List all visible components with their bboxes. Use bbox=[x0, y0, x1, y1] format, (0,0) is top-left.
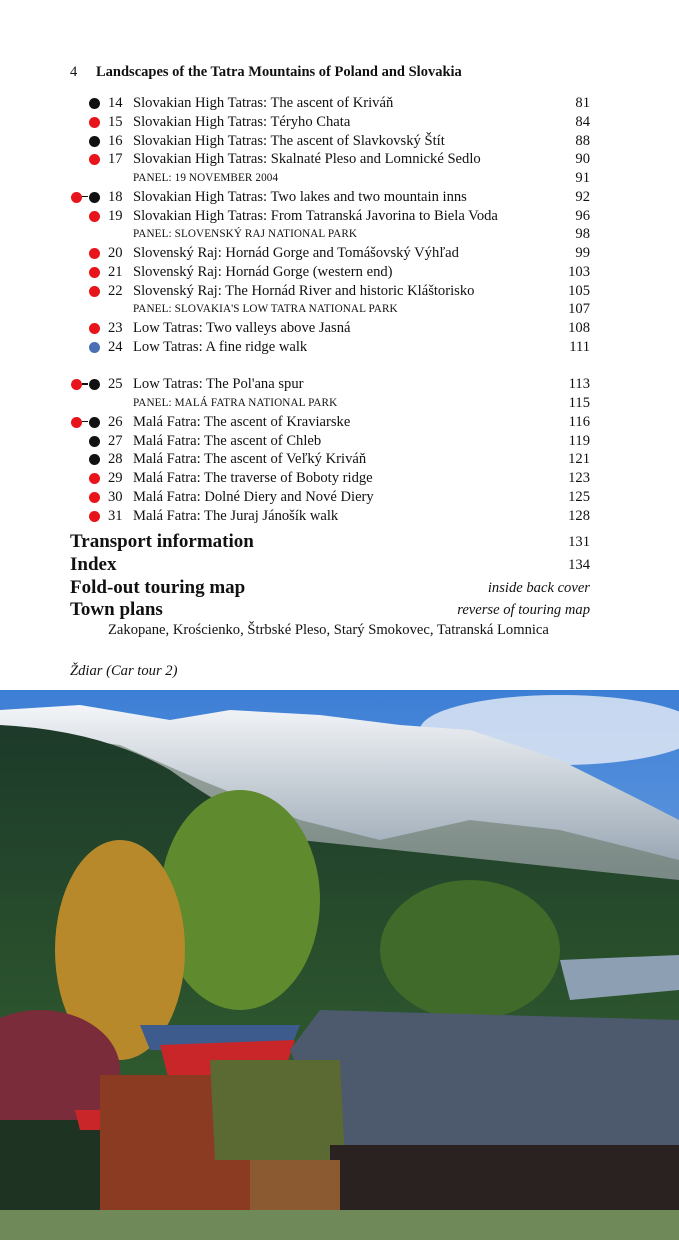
entry-title: Slovakian High Tatras: The ascent of Slavkovský Štít bbox=[133, 132, 445, 149]
entry-title: Slovakian High Tatras: Téryho Chata bbox=[133, 113, 351, 130]
dash-icon bbox=[82, 421, 88, 423]
walk-number: 17 bbox=[108, 151, 123, 168]
town-plans-list: Zakopane, Krościenko, Štrbské Pleso, Starý Smokovec, Tatranská Lomnica bbox=[108, 622, 549, 638]
entry-page: 111 bbox=[569, 338, 590, 355]
toc-walk-entry bbox=[0, 319, 679, 338]
entry-title: Slovakian High Tatras: Two lakes and two mountain inns bbox=[133, 188, 467, 205]
grade-markers bbox=[70, 286, 106, 298]
red-dot-icon bbox=[89, 117, 100, 128]
red-dot-icon bbox=[89, 323, 100, 334]
section-entry bbox=[70, 599, 590, 622]
entry-page: 116 bbox=[568, 413, 590, 430]
grade-markers bbox=[70, 117, 106, 129]
entry-page: 99 bbox=[575, 245, 590, 261]
grade-markers bbox=[70, 267, 106, 279]
walk-number: 18 bbox=[108, 188, 123, 205]
entry-page: 107 bbox=[568, 301, 590, 318]
toc-panel-entry bbox=[0, 394, 679, 413]
toc-walk-entry bbox=[0, 375, 679, 394]
dash-icon bbox=[82, 196, 88, 198]
toc-walk-entry bbox=[0, 94, 679, 113]
entry-title: Low Tatras: Two valleys above Jasná bbox=[133, 320, 351, 336]
toc-walk-entry bbox=[0, 188, 679, 207]
red-dot-icon bbox=[89, 492, 100, 503]
toc-walk-entry bbox=[0, 150, 679, 169]
grade-markers bbox=[70, 192, 106, 204]
entry-page: 91 bbox=[575, 170, 590, 186]
toc-panel-entry bbox=[0, 300, 679, 319]
entry-page: 121 bbox=[568, 451, 590, 468]
entry-page: 119 bbox=[568, 432, 590, 449]
red-dot-icon bbox=[89, 286, 100, 297]
grade-markers bbox=[70, 98, 106, 110]
grade-markers bbox=[70, 492, 106, 504]
black-dot-icon bbox=[89, 436, 100, 447]
entry-title: Malá Fatra: The traverse of Boboty ridge bbox=[133, 470, 373, 486]
entry-title: Slovenský Raj: Hornád Gorge (western end) bbox=[133, 263, 393, 280]
black-dot-icon bbox=[89, 98, 100, 109]
section-entry bbox=[70, 531, 590, 554]
grade-markers bbox=[70, 511, 106, 523]
walk-number: 29 bbox=[108, 470, 123, 486]
entry-page: 88 bbox=[575, 132, 590, 149]
grade-markers bbox=[70, 342, 106, 354]
walk-number: 22 bbox=[108, 282, 123, 299]
entry-title: Malá Fatra: The Juraj Jánošík walk bbox=[133, 507, 339, 524]
walk-number: 30 bbox=[108, 488, 123, 505]
black-dot-icon bbox=[89, 192, 100, 203]
entry-title: Malá Fatra: The ascent of Kraviarske bbox=[133, 413, 351, 430]
entry-title: PANEL: 19 NOVEMBER 2004 bbox=[133, 172, 279, 184]
walk-number: 15 bbox=[108, 113, 123, 130]
entry-title: Malá Fatra: The ascent of Chleb bbox=[133, 432, 322, 449]
entry-page: 105 bbox=[568, 282, 590, 299]
blue-dot-icon bbox=[89, 342, 100, 353]
toc-walk-entry bbox=[0, 113, 679, 132]
grade-markers bbox=[70, 154, 106, 166]
toc-walk-entry bbox=[0, 338, 679, 357]
entry-page: 123 bbox=[568, 470, 590, 486]
book-title: Landscapes of the Tatra Mountains of Poland and Slovakia bbox=[96, 64, 462, 80]
grade-markers bbox=[70, 436, 106, 448]
red-dot-icon bbox=[89, 154, 100, 165]
toc-panel-entry bbox=[0, 169, 679, 188]
table-of-contents bbox=[0, 94, 679, 525]
section-title: Fold-out touring map bbox=[70, 577, 246, 598]
entry-title: Low Tatras: The Pol'ana spur bbox=[133, 376, 304, 393]
toc-walk-entry bbox=[0, 263, 679, 282]
entry-page: 128 bbox=[568, 507, 590, 524]
toc-walk-entry bbox=[0, 507, 679, 526]
grade-markers bbox=[70, 211, 106, 223]
red-dot-icon bbox=[89, 248, 100, 259]
entry-title: Slovakian High Tatras: The ascent of Kriváň bbox=[133, 95, 394, 111]
section-entry bbox=[70, 577, 590, 600]
entry-title: Slovenský Raj: The Hornád River and historic Kláštorisko bbox=[133, 282, 475, 299]
grade-markers bbox=[70, 379, 106, 391]
walk-number: 25 bbox=[108, 376, 123, 393]
walk-number: 28 bbox=[108, 451, 123, 468]
toc-panel-entry bbox=[0, 225, 679, 244]
entry-page: 96 bbox=[575, 207, 590, 224]
entry-title: Slovenský Raj: Hornád Gorge and Tomášovský Výhľad bbox=[133, 245, 459, 261]
entry-page: 98 bbox=[575, 226, 590, 243]
black-dot-icon bbox=[89, 136, 100, 147]
entry-page: 103 bbox=[568, 263, 590, 280]
grade-markers bbox=[70, 136, 106, 148]
entry-title: PANEL: SLOVAKIA'S LOW TATRA NATIONAL PARK bbox=[133, 303, 398, 316]
walk-number: 21 bbox=[108, 263, 123, 280]
red-dot-icon bbox=[71, 192, 82, 203]
red-dot-icon bbox=[71, 379, 82, 390]
entry-title: PANEL: SLOVENSKÝ RAJ NATIONAL PARK bbox=[133, 228, 358, 241]
grade-markers bbox=[70, 417, 106, 429]
entry-title: Low Tatras: A fine ridge walk bbox=[133, 338, 308, 355]
red-dot-icon bbox=[89, 267, 100, 278]
entry-page: 125 bbox=[568, 488, 590, 505]
walk-number: 16 bbox=[108, 132, 123, 149]
black-dot-icon bbox=[89, 417, 100, 428]
entry-page: 115 bbox=[568, 395, 590, 411]
toc-walk-entry bbox=[0, 450, 679, 469]
entry-page: 90 bbox=[575, 151, 590, 168]
grade-markers bbox=[70, 248, 106, 260]
entry-page: 81 bbox=[575, 95, 590, 111]
toc-walk-entry bbox=[0, 469, 679, 488]
red-dot-icon bbox=[89, 211, 100, 222]
page-number: 4 bbox=[70, 64, 78, 80]
section-entry bbox=[70, 554, 590, 577]
dash-icon bbox=[82, 383, 88, 385]
toc-walk-entry bbox=[0, 244, 679, 263]
spacer bbox=[0, 357, 679, 376]
section-title: Town plans bbox=[70, 599, 163, 620]
entry-title: Malá Fatra: The ascent of Veľký Kriváň bbox=[133, 451, 367, 468]
toc-walk-entry bbox=[0, 282, 679, 301]
grade-markers bbox=[70, 454, 106, 466]
entry-page: 108 bbox=[568, 320, 590, 336]
toc-walk-entry bbox=[0, 432, 679, 451]
grade-markers bbox=[70, 473, 106, 485]
entry-page: 113 bbox=[568, 376, 590, 393]
page-header bbox=[70, 64, 462, 81]
black-dot-icon bbox=[89, 454, 100, 465]
red-dot-icon bbox=[89, 473, 100, 484]
toc-walk-entry bbox=[0, 488, 679, 507]
walk-number: 23 bbox=[108, 320, 123, 336]
entry-page: 84 bbox=[575, 113, 590, 130]
landscape-photo bbox=[0, 690, 679, 1240]
entry-title: Slovakian High Tatras: From Tatranská Javorina to Biela Voda bbox=[133, 207, 498, 224]
entry-title: PANEL: MALÁ FATRA NATIONAL PARK bbox=[133, 397, 338, 409]
section-page: inside back cover bbox=[487, 580, 590, 596]
walk-number: 14 bbox=[108, 95, 123, 111]
walk-number: 24 bbox=[108, 338, 123, 355]
walk-number: 31 bbox=[108, 507, 123, 524]
section-page: 134 bbox=[568, 557, 590, 573]
red-dot-icon bbox=[89, 511, 100, 522]
section-title: Index bbox=[70, 554, 117, 575]
section-page: reverse of touring map bbox=[457, 602, 590, 618]
walk-number: 26 bbox=[108, 413, 123, 430]
grade-markers bbox=[70, 323, 106, 335]
toc-walk-entry bbox=[0, 413, 679, 432]
walk-number: 27 bbox=[108, 432, 123, 449]
walk-number: 20 bbox=[108, 245, 123, 261]
section-title: Transport information bbox=[70, 531, 254, 552]
toc-walk-entry bbox=[0, 207, 679, 226]
walk-number: 19 bbox=[108, 207, 123, 224]
red-dot-icon bbox=[71, 417, 82, 428]
toc-walk-entry bbox=[0, 132, 679, 151]
entry-title: Malá Fatra: Dolné Diery and Nové Diery bbox=[133, 488, 374, 505]
photo-caption: Ždiar (Car tour 2) bbox=[70, 663, 178, 679]
entry-page: 92 bbox=[575, 188, 590, 205]
entry-title: Slovakian High Tatras: Skalnaté Pleso and Lomnické Sedlo bbox=[133, 151, 481, 168]
black-dot-icon bbox=[89, 379, 100, 390]
section-page: 131 bbox=[568, 534, 590, 550]
